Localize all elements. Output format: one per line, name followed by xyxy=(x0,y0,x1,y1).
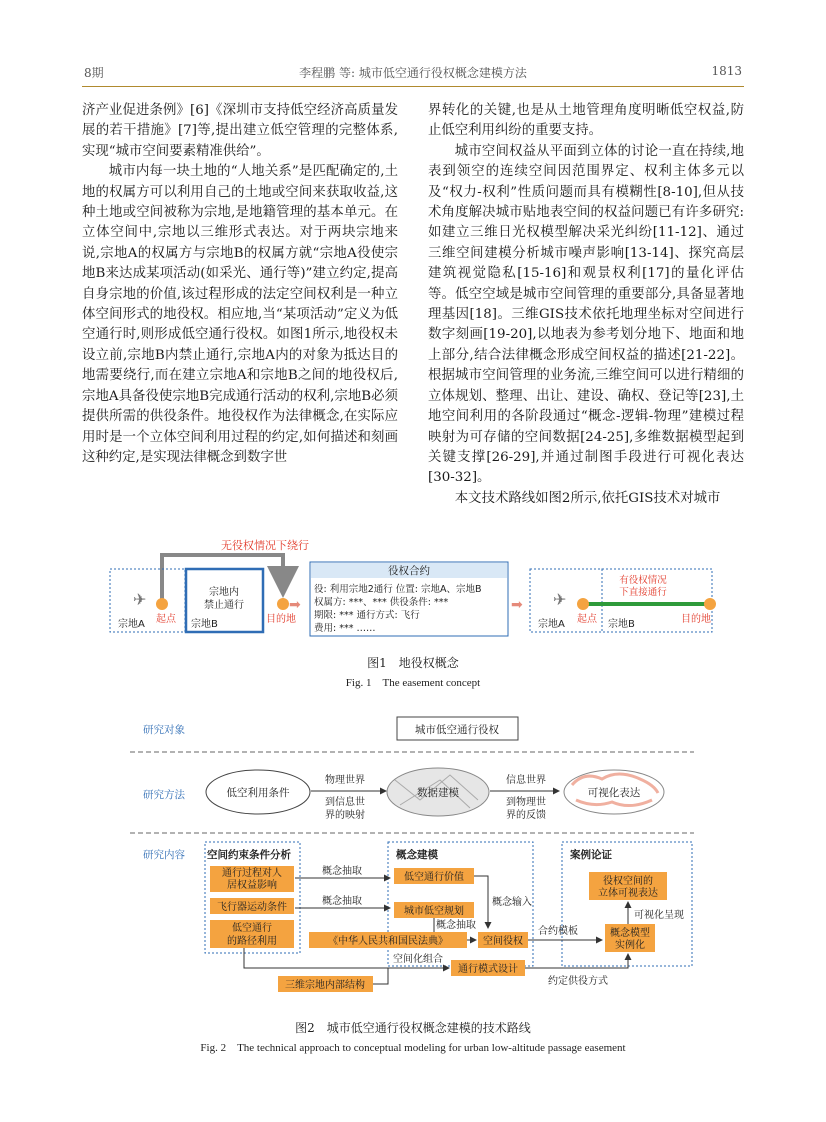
contract-title: 役权合约 xyxy=(388,565,430,577)
sec3-item-2-a: 概念模型 xyxy=(610,928,650,939)
sec3-item-1-a: 役权空间的 xyxy=(603,876,653,887)
edge-3 xyxy=(474,876,488,928)
left-paragraph-2: 城市内每一块土地的“人地关系”是匹配确定的,土地的权属方可以利用自己的土地或空间来获取收益,这种土地或空间被称为宗地,是地籍管理的基本单元。在立体空间中,宗地以三维形式表达。对于两块宗地来说,宗地A的权属方与宗地B的权属方就“宗地A役使宗地B来达成某项活动(如采光、通行等)”建立约定,提高自身宗地的价值,该过程形成的法定空间权利是一种立体空间形式的地役权。相应地,当“某项活动”定义为低空通行时,则形成低空通行役权。如图1所示,地役权未设立前,宗地B内禁止通行,宗地A内的对象为抵达目的地需要绕行,而在建立宗地A和宗地B之间的地役权后,宗地A具备役使宗地B完成通行活动的权利,宗地B必须提供所需的供役条件。地役权作为法律概念,在实际应用时是一个立体空间利用过程的约定,如何描述和刻画这种约定,是实现法律概念到数字世 xyxy=(82,164,398,465)
direct-label-2: 下直接通行 xyxy=(619,587,667,598)
start-label-left: 起点 xyxy=(156,614,176,625)
parcel-b-inner-2: 禁止通行 xyxy=(204,600,244,611)
section-3-title: 案例论证 xyxy=(570,849,612,861)
parcel-a-label-right: 宗地A xyxy=(538,619,565,630)
section-2-title: 概念建模 xyxy=(396,849,438,861)
detour-label: 无役权情况下绕行 xyxy=(221,539,309,552)
sec1-item-2: 飞行器运动条件 xyxy=(217,902,287,913)
issue-number: 8期 xyxy=(84,66,104,80)
aircraft-icon: ✈ xyxy=(133,590,147,609)
method-arrow-2-bot-1: 到物理世 xyxy=(506,797,546,808)
sec1-item-3-a: 低空通行 xyxy=(232,923,272,934)
sec2-item-3: 《中华人民共和国民法典》 xyxy=(328,936,448,947)
arrow-right-icon-2: ➡ xyxy=(511,597,523,613)
contract-line-4: 费用: *** …… xyxy=(314,623,376,634)
right-paragraph-3: 本文技术路线如图2所示,依托GIS技术对城市 xyxy=(454,490,721,506)
direct-label-1: 有役权情况 xyxy=(619,575,667,586)
row-label-content: 研究内容 xyxy=(143,849,185,861)
method-arrow-2-bot-2: 界的反馈 xyxy=(506,810,546,821)
method-arrow-1-bot-2: 界的映射 xyxy=(325,810,365,821)
sec2-item-5: 通行模式设计 xyxy=(458,964,518,975)
fig1-caption-en: Fig. 1 The easement concept xyxy=(345,677,481,689)
fig2-caption-en: Fig. 2 The technical approach to conceptual modeling for urban low-altitude passage easement xyxy=(200,1042,626,1054)
sec3-item-1-b: 立体可视表达 xyxy=(598,888,658,899)
sec1-item-1-b: 居权益影响 xyxy=(227,880,277,891)
edge-label-1: 概念抽取 xyxy=(322,866,362,877)
start-label-right: 起点 xyxy=(577,614,597,625)
page-number: 1813 xyxy=(711,64,742,78)
fig1-caption-cn: 图1 地役权概念 xyxy=(367,656,459,670)
fig2-caption-cn: 图2 城市低空通行役权概念建模的技术路线 xyxy=(295,1021,531,1035)
edge-label-3: 概念输入 xyxy=(492,897,532,908)
sec2-item-2: 城市低空规划 xyxy=(404,906,464,917)
parcel-b-inner-1: 宗地内 xyxy=(209,587,239,598)
edge-8 xyxy=(373,968,388,984)
research-object-text: 城市低空通行役权 xyxy=(415,724,499,736)
left-paragraph-1: 济产业促进条例》[6]《深圳市支持低空经济高质量发展的若干措施》[7]等,提出建立低空管理的完整体系,实现“城市空间要素精准供给”。 xyxy=(82,103,398,159)
sec2-item-4: 空间役权 xyxy=(483,936,523,947)
contract-line-1: 役: 利用宗地2通行 位置: 宗地A、宗地B xyxy=(314,584,482,595)
edge-label-2: 概念抽取 xyxy=(322,896,362,907)
section-1-title: 空间约束条件分析 xyxy=(207,849,291,861)
method-ellipse-1-text: 低空利用条件 xyxy=(226,787,290,799)
destination-label-left: 目的地 xyxy=(266,614,296,625)
edge-label-4: 概念抽取 xyxy=(436,920,476,931)
contract-line-3: 期限: *** 通行方式: 飞行 xyxy=(314,610,420,621)
row-label-method: 研究方法 xyxy=(143,789,185,801)
destination-label-right: 目的地 xyxy=(681,614,711,625)
edge-label-8: 约定供役方式 xyxy=(548,976,608,987)
method-arrow-2-top: 信息世界 xyxy=(506,775,546,786)
aircraft-icon-right: ✈ xyxy=(553,590,567,609)
sec1-item-1-a: 通行过程对人 xyxy=(222,868,282,879)
sec1-item-3-b: 的路径利用 xyxy=(227,936,277,947)
sec2-item-1: 低空通行价值 xyxy=(404,872,464,883)
edge-label-6: 可视化呈现 xyxy=(634,910,684,921)
method-arrow-1-bot-1: 到信息世 xyxy=(325,797,365,808)
arrow-right-icon: ➡ xyxy=(289,597,301,613)
method-ellipse-3-text: 可视化表达 xyxy=(587,787,641,799)
parcel-b-label: 宗地B xyxy=(191,619,218,630)
sec3-item-2-b: 实例化 xyxy=(615,940,645,951)
running-title: 李程鹏 等: 城市低空通行役权概念建模方法 xyxy=(299,66,527,80)
method-arrow-1-top: 物理世界 xyxy=(325,775,365,786)
row-label-object: 研究对象 xyxy=(143,724,185,736)
contract-line-2: 权属方: ***、*** 供役条件: *** xyxy=(314,597,449,608)
parcel-a-label-left: 宗地A xyxy=(118,619,145,630)
right-paragraph-1: 界转化的关键,也是从土地管理角度明晰低空权益,防止低空利用纠纷的重要支持。 xyxy=(428,103,744,139)
edge-label-5: 合约模板 xyxy=(538,926,578,937)
bottom-box-text: 三维宗地内部结构 xyxy=(285,980,365,991)
right-paragraph-2: 城市空间权益从平面到立体的讨论一直在持续,地表到领空的连续空间因范围界定、权利主体多元以及“权力-权利”性质问题而具有模糊性[8-10],但从技术角度解决城市贴地表空间的权益问题已有许多研究:如建立三维日光权模型解决采光纠纷[11-12]、通过三维空间建模分析城市噪声影响[13-14]、探究高层建筑视觉隐私[15-16]和观景权利[17]的量化评估等。低空空域是城市空间管理的重要部分,具备显著地理基因[18]。三维GIS技术依托地理坐标对空间进行数字刻画[19-20],以地表为参考划分地下、地面和地上部分,结合法律概念形成空间权益的描述[21-22]。根据城市空间管理的业务流,三维空间可以进行精细的立体规划、整理、出让、建设、确权、登记等[23],土地空间利用的各阶段通过“概念-逻辑-物理”建模过程映射为可存储的空间数据[24-25],多维数据模型起到关键支撑[26-29],并通过制图手段进行可视化表达[30-32]。 xyxy=(428,143,744,486)
edge-label-7: 空间化组合 xyxy=(393,954,443,965)
method-ellipse-2-text: 数据建模 xyxy=(417,787,459,799)
parcel-b-label-right: 宗地B xyxy=(608,619,635,630)
